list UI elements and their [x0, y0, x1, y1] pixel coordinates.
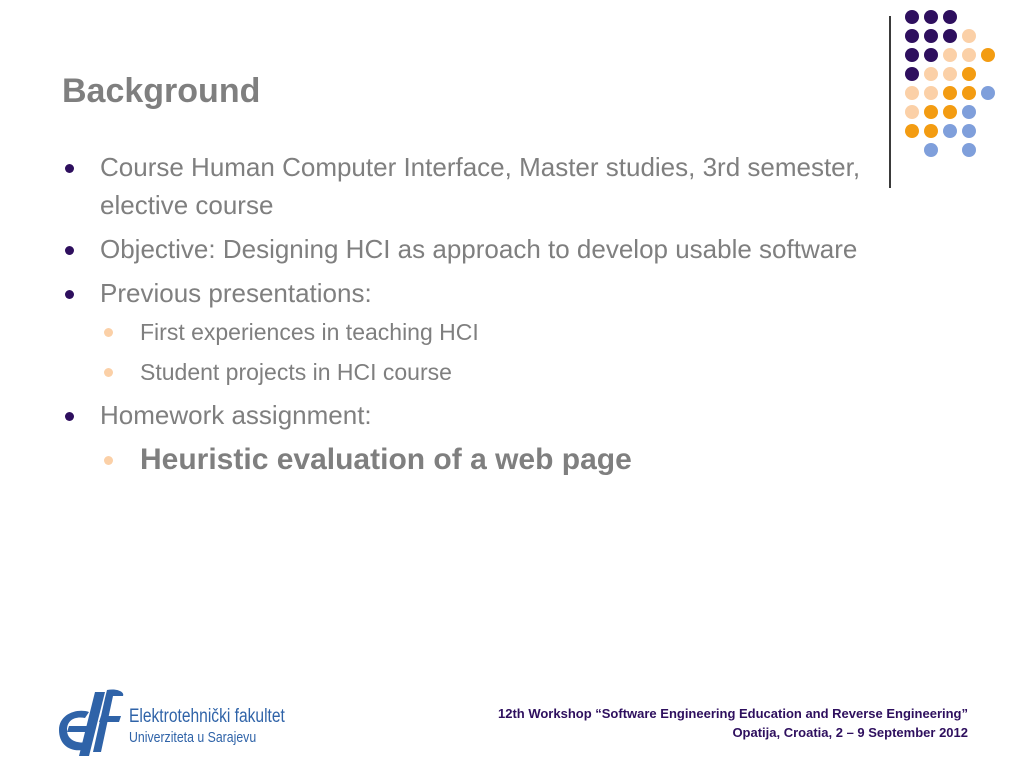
decoration-dot [924, 67, 938, 81]
decoration-dot [905, 67, 919, 81]
footer-workshop: 12th Workshop “Software Engineering Education and Reverse Engineering” [497, 706, 968, 721]
decoration-dot [924, 124, 938, 138]
decoration-dot [924, 105, 938, 119]
decoration-dot [943, 124, 957, 138]
footer-location-date: Opatija, Croatia, 2 – 9 September 2012 [732, 725, 968, 740]
decoration-dot [962, 105, 976, 119]
decoration-dot [905, 124, 919, 138]
footer [498, 704, 968, 742]
decoration-dot [943, 10, 957, 24]
decoration-dot [943, 48, 957, 62]
decoration-dot [905, 86, 919, 100]
decoration-dot [962, 124, 976, 138]
decoration-dot [924, 48, 938, 62]
divider-line [889, 16, 891, 188]
emphasis-sub-bullet: Heuristic evaluation of a web page [100, 438, 882, 482]
sub-bullet-item: First experiences in teaching HCI [100, 316, 882, 348]
bullet-text: Objective: Designing HCI as approach to develop usable software [100, 234, 858, 264]
decoration-dot [924, 29, 938, 43]
decoration-dot [905, 48, 919, 62]
decoration-dot [943, 105, 957, 119]
dot-grid-decoration [905, 10, 1015, 170]
decoration-dot [905, 105, 919, 119]
slide-title: Background [62, 72, 261, 110]
bullet-item [62, 230, 882, 268]
sub-bullet-list [100, 438, 882, 482]
decoration-dot [981, 48, 995, 62]
decoration-dot [981, 86, 995, 100]
bullet-list [62, 148, 882, 490]
decoration-dot [905, 10, 919, 24]
decoration-dot [962, 143, 976, 157]
bullet-text: Previous presentations: [100, 278, 372, 308]
decoration-dot [943, 86, 957, 100]
decoration-dot [962, 86, 976, 100]
bullet-text: Course Human Computer Interface, Master studies, 3rd semester, elective course [100, 152, 861, 220]
bullet-item [62, 274, 882, 388]
decoration-dot [962, 48, 976, 62]
decoration-dot [962, 29, 976, 43]
decoration-dot [924, 86, 938, 100]
bullet-item [62, 148, 882, 224]
faculty-logo [55, 686, 315, 760]
decoration-dot [943, 67, 957, 81]
sub-bullet-item: Student projects in HCI course [100, 356, 882, 388]
bullet-text: Homework assignment: [100, 400, 372, 430]
decoration-dot [962, 67, 976, 81]
bullet-item [62, 396, 882, 482]
faculty-name: Elektrotehnički fakultet [129, 706, 285, 727]
decoration-dot [905, 29, 919, 43]
sub-bullet-list [100, 316, 882, 388]
decoration-dot [924, 10, 938, 24]
decoration-dot [943, 29, 957, 43]
decoration-dot [924, 143, 938, 157]
etf-logo-icon [55, 686, 127, 760]
university-name: Univerziteta u Sarajevu [129, 729, 257, 746]
